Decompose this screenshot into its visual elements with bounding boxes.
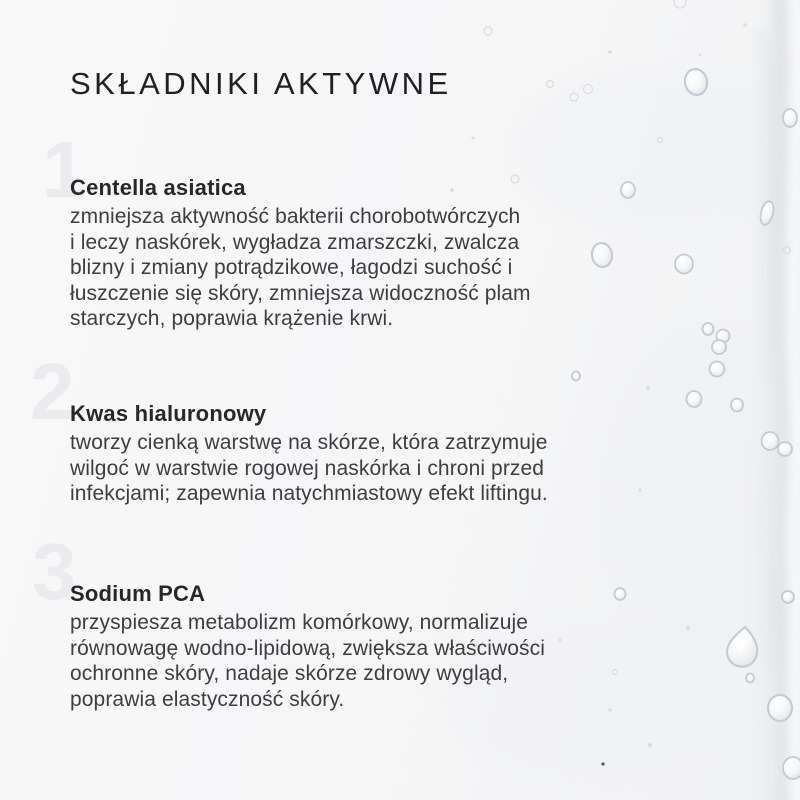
water-droplet-icon — [782, 591, 794, 603]
section-heading: Kwas hialuronowy — [70, 401, 267, 426]
section-sodium-pca — [70, 580, 630, 712]
water-droplet-icon — [572, 372, 580, 381]
water-droplet-icon — [783, 757, 800, 779]
water-droplet-icon — [762, 432, 779, 450]
water-droplet-icon — [675, 255, 693, 274]
section-number-watermark: 2 — [30, 347, 75, 436]
dust-speck — [601, 762, 604, 765]
section-heading: Sodium PCA — [70, 581, 206, 606]
water-droplet-icon — [783, 109, 797, 127]
section-body-line: zmniejsza aktywność bakterii chorobotwórczych — [70, 205, 521, 228]
section-centella-asiatica — [70, 174, 630, 332]
section-body-line: przyspiesza metabolizm komórkowy, normalizuje — [70, 611, 529, 634]
water-droplet-icon — [768, 695, 792, 721]
water-droplet-icon — [710, 362, 725, 377]
section-body-line: starczych, poprawia krążenie krwi. — [70, 307, 394, 330]
page-title: SKŁADNIKI AKTYWNE — [70, 66, 452, 101]
section-body-line: poprawia elastyczność skóry. — [70, 687, 345, 711]
water-droplet-icon — [712, 340, 726, 354]
section-body-line: łuszczenie się skóry, zmniejsza widoczność plam — [70, 281, 531, 305]
water-droplet-icon — [746, 674, 754, 683]
section-body-line: blizny i zmiany potrądzikowe, łagodzi suchość i — [70, 256, 513, 279]
section-heading: Centella asiatica — [70, 175, 246, 200]
section-number-watermark: 1 — [42, 125, 87, 214]
section-body-line: i leczy naskórek, wygładza zmarszczki, zwalcza — [70, 230, 520, 254]
water-droplet-icon — [674, 0, 686, 8]
section-body-line: równowagę wodno-lipidową, zwiększa właściwości — [70, 636, 545, 660]
section-body-line: ochronne skóry, nadaje skórze zdrowy wygląd, — [70, 662, 509, 685]
water-droplet-icon — [778, 442, 792, 456]
water-droplet-icon — [703, 323, 714, 335]
section-kwas-hialuronowy — [70, 400, 630, 507]
water-droplet-icon — [687, 391, 702, 407]
section-body-line: infekcjami; zapewnia natychmiastowy efekt liftingu. — [70, 482, 548, 505]
section-body-line: wilgoć w warstwie rogowej naskórka i chroni przed — [70, 456, 545, 480]
section-body-line: tworzy cienką warstwę na skórze, która zatrzymuje — [70, 431, 548, 454]
section-number-watermark: 3 — [32, 527, 77, 616]
water-droplet-icon — [731, 399, 743, 412]
